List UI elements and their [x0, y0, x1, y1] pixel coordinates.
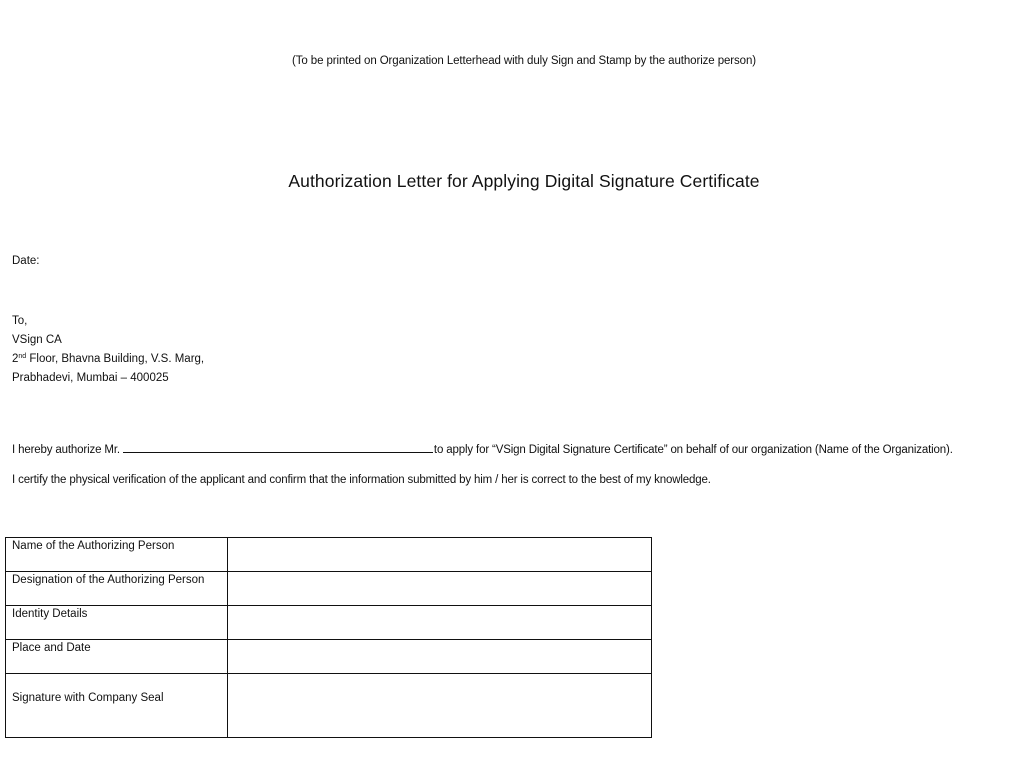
table-row	[6, 538, 652, 572]
page-title: Authorization Letter for Applying Digital Signature Certificate	[288, 171, 760, 191]
row-value-field[interactable]	[228, 640, 652, 674]
signature-seal-field[interactable]	[228, 674, 652, 738]
applicant-name-blank[interactable]	[123, 441, 433, 453]
row-value-field[interactable]	[228, 538, 652, 572]
table-row	[6, 606, 652, 640]
address-line2: Prabhadevi, Mumbai – 400025	[12, 372, 169, 384]
table-row	[6, 572, 652, 606]
floor-suffix: nd	[18, 353, 27, 360]
row-label: Place and Date	[6, 640, 228, 674]
row-label: Designation of the Authorizing Person	[6, 572, 228, 606]
letterhead-instruction-note: (To be printed on Organization Letterhead with duly Sign and Stamp by the authorize person)	[292, 55, 756, 67]
date-label: Date:	[12, 255, 40, 267]
address-org: VSign CA	[12, 334, 62, 346]
table-row	[6, 674, 652, 738]
certification-statement: I certify the physical verification of the applicant and confirm that the information submitted by him / her is correct to the best of my knowledge.	[12, 474, 711, 486]
row-label: Identity Details	[6, 606, 228, 640]
address-salutation: To,	[12, 315, 28, 327]
authorization-statement	[12, 441, 953, 456]
authorizing-person-table	[5, 537, 652, 738]
address-line1-rest: Floor, Bhavna Building, V.S. Marg,	[26, 353, 205, 365]
address-line1	[12, 350, 204, 369]
authorize-prefix: I hereby authorize Mr.	[12, 444, 120, 456]
recipient-address	[12, 312, 204, 388]
row-value-field[interactable]	[228, 572, 652, 606]
table-row	[6, 640, 652, 674]
signature-label: Signature with Company Seal	[12, 691, 164, 704]
authorize-suffix: to apply for “VSign Digital Signature Certificate” on behalf of our organization (Name of the Organization).	[433, 444, 953, 456]
row-value-field[interactable]	[228, 606, 652, 640]
row-label	[6, 674, 228, 738]
row-label: Name of the Authorizing Person	[6, 538, 228, 572]
floor-number: 2	[12, 353, 19, 365]
